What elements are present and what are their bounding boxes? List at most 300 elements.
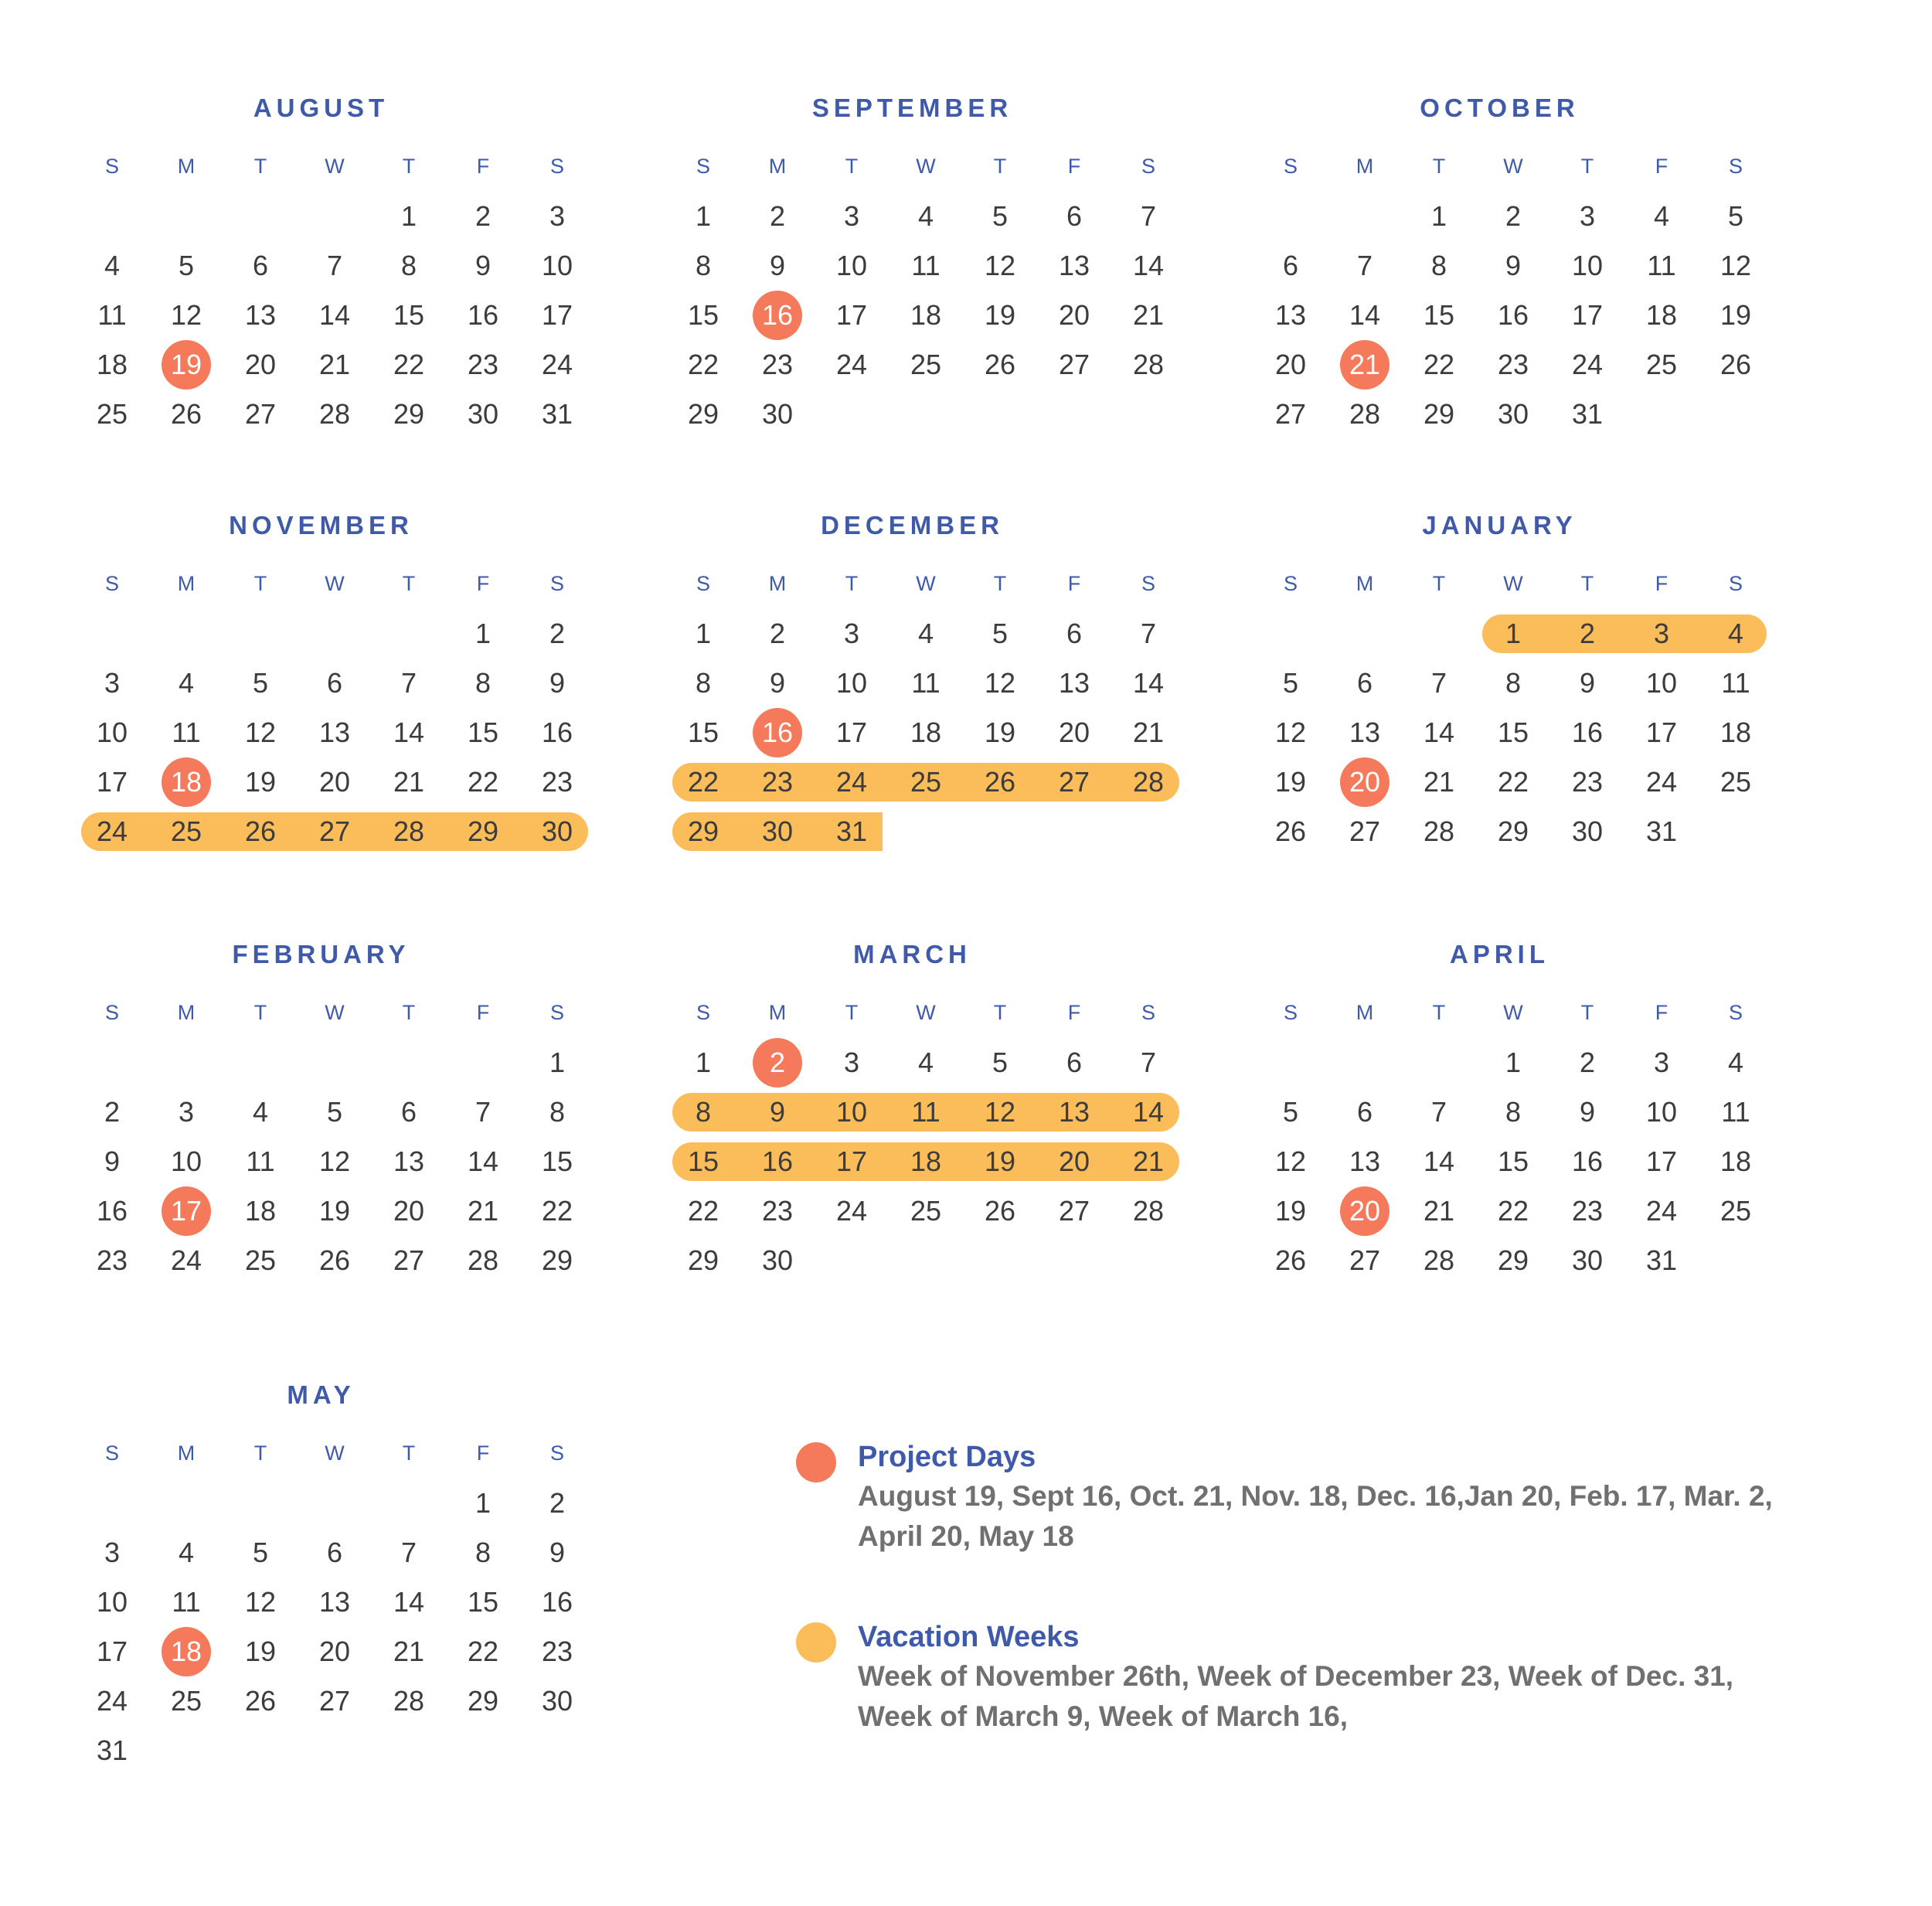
day-cell[interactable]: 8	[474, 1537, 492, 1568]
day-cell[interactable]: 17	[1571, 299, 1604, 331]
day-cell[interactable]: 25	[96, 398, 128, 430]
day-cell[interactable]: 7	[1430, 1096, 1447, 1128]
day-cell[interactable]: 16	[467, 299, 499, 331]
day-cell[interactable]: 30	[761, 398, 794, 430]
day-cell[interactable]: 21	[1132, 1145, 1165, 1177]
day-cell[interactable]: 15	[1497, 1145, 1529, 1177]
day-cell[interactable]: 9	[474, 250, 492, 281]
day-cell[interactable]: 11	[1647, 250, 1676, 281]
day-cell[interactable]: 7	[1140, 1047, 1157, 1078]
day-cell[interactable]: 5	[1727, 200, 1744, 232]
day-cell[interactable]: 27	[1058, 349, 1090, 380]
day-cell[interactable]: 20	[244, 349, 277, 380]
day-cell[interactable]: 6	[1356, 1096, 1373, 1128]
day-cell[interactable]: 3	[1653, 1047, 1670, 1078]
day-cell[interactable]: 19	[1274, 766, 1307, 798]
day-cell[interactable]: 18	[910, 716, 942, 748]
project-day-cell[interactable]: 18	[170, 1635, 202, 1667]
day-cell[interactable]: 13	[1349, 716, 1381, 748]
day-cell[interactable]: 12	[1274, 716, 1307, 748]
day-cell[interactable]: 11	[1721, 1096, 1750, 1128]
day-cell[interactable]: 16	[1571, 1145, 1604, 1177]
day-cell[interactable]: 19	[1274, 1195, 1307, 1227]
day-cell[interactable]: 9	[769, 1096, 786, 1128]
day-cell[interactable]: 28	[393, 1685, 425, 1717]
day-cell[interactable]: 1	[549, 1047, 566, 1078]
day-cell[interactable]: 5	[178, 250, 195, 281]
project-day-cell[interactable]: 20	[1349, 766, 1381, 798]
day-cell[interactable]: 12	[244, 716, 277, 748]
day-cell[interactable]: 27	[244, 398, 277, 430]
day-cell[interactable]: 3	[549, 200, 566, 232]
day-cell[interactable]: 25	[170, 1685, 202, 1717]
day-cell[interactable]: 7	[1140, 200, 1157, 232]
day-cell[interactable]: 23	[761, 349, 794, 380]
day-cell[interactable]: 12	[170, 299, 202, 331]
day-cell[interactable]: 11	[911, 667, 940, 699]
day-cell[interactable]: 17	[835, 716, 868, 748]
day-cell[interactable]: 22	[467, 766, 499, 798]
day-cell[interactable]: 26	[318, 1244, 351, 1276]
day-cell[interactable]: 25	[910, 766, 942, 798]
day-cell[interactable]: 5	[1282, 667, 1299, 699]
day-cell[interactable]: 24	[541, 349, 573, 380]
day-cell[interactable]: 5	[992, 618, 1009, 649]
day-cell[interactable]: 10	[541, 250, 573, 281]
day-cell[interactable]: 4	[104, 250, 121, 281]
day-cell[interactable]: 20	[318, 1635, 351, 1667]
day-cell[interactable]: 7	[1140, 618, 1157, 649]
day-cell[interactable]: 13	[393, 1145, 425, 1177]
day-cell[interactable]: 26	[984, 766, 1016, 798]
day-cell[interactable]: 9	[549, 1537, 566, 1568]
day-cell[interactable]: 15	[1423, 299, 1455, 331]
day-cell[interactable]: 4	[917, 200, 934, 232]
day-cell[interactable]: 15	[1497, 716, 1529, 748]
day-cell[interactable]: 9	[1505, 250, 1522, 281]
day-cell[interactable]: 16	[761, 1145, 794, 1177]
day-cell[interactable]: 15	[687, 716, 719, 748]
day-cell[interactable]: 30	[761, 815, 794, 847]
day-cell[interactable]: 8	[1505, 1096, 1522, 1128]
day-cell[interactable]: 10	[96, 1586, 128, 1618]
day-cell[interactable]: 17	[835, 299, 868, 331]
day-cell[interactable]: 2	[769, 200, 786, 232]
day-cell[interactable]: 30	[1497, 398, 1529, 430]
day-cell[interactable]: 8	[695, 1096, 712, 1128]
day-cell[interactable]: 27	[318, 815, 351, 847]
day-cell[interactable]: 26	[1719, 349, 1752, 380]
day-cell[interactable]: 1	[474, 1487, 492, 1519]
day-cell[interactable]: 19	[244, 766, 277, 798]
day-cell[interactable]: 22	[687, 349, 719, 380]
day-cell[interactable]: 1	[1505, 1047, 1522, 1078]
day-cell[interactable]: 22	[1497, 1195, 1529, 1227]
day-cell[interactable]: 27	[1274, 398, 1307, 430]
day-cell[interactable]: 8	[400, 250, 417, 281]
day-cell[interactable]: 9	[1579, 1096, 1596, 1128]
day-cell[interactable]: 12	[984, 667, 1016, 699]
day-cell[interactable]: 28	[1132, 1195, 1165, 1227]
day-cell[interactable]: 1	[1505, 618, 1522, 649]
day-cell[interactable]: 13	[318, 716, 351, 748]
day-cell[interactable]: 10	[1571, 250, 1604, 281]
day-cell[interactable]: 21	[1132, 299, 1165, 331]
day-cell[interactable]: 16	[541, 716, 573, 748]
day-cell[interactable]: 30	[541, 1685, 573, 1717]
day-cell[interactable]: 29	[467, 815, 499, 847]
day-cell[interactable]: 12	[244, 1586, 277, 1618]
day-cell[interactable]: 11	[911, 250, 940, 281]
day-cell[interactable]: 30	[761, 1244, 794, 1276]
day-cell[interactable]: 23	[761, 1195, 794, 1227]
day-cell[interactable]: 14	[318, 299, 351, 331]
day-cell[interactable]: 24	[1571, 349, 1604, 380]
day-cell[interactable]: 1	[695, 618, 712, 649]
day-cell[interactable]: 19	[984, 1145, 1016, 1177]
day-cell[interactable]: 29	[1497, 1244, 1529, 1276]
day-cell[interactable]: 10	[835, 250, 868, 281]
day-cell[interactable]: 12	[984, 1096, 1016, 1128]
day-cell[interactable]: 20	[1058, 1145, 1090, 1177]
day-cell[interactable]: 22	[687, 766, 719, 798]
day-cell[interactable]: 3	[104, 1537, 121, 1568]
day-cell[interactable]: 9	[549, 667, 566, 699]
day-cell[interactable]: 27	[393, 1244, 425, 1276]
day-cell[interactable]: 1	[400, 200, 417, 232]
day-cell[interactable]: 7	[400, 1537, 417, 1568]
day-cell[interactable]: 31	[835, 815, 868, 847]
day-cell[interactable]: 24	[96, 1685, 128, 1717]
day-cell[interactable]: 18	[910, 299, 942, 331]
day-cell[interactable]: 27	[1349, 1244, 1381, 1276]
day-cell[interactable]: 3	[843, 200, 860, 232]
day-cell[interactable]: 14	[467, 1145, 499, 1177]
day-cell[interactable]: 7	[1356, 250, 1373, 281]
day-cell[interactable]: 10	[835, 667, 868, 699]
day-cell[interactable]: 9	[1579, 667, 1596, 699]
project-day-cell[interactable]: 17	[170, 1195, 202, 1227]
day-cell[interactable]: 15	[467, 1586, 499, 1618]
day-cell[interactable]: 4	[917, 1047, 934, 1078]
day-cell[interactable]: 17	[96, 766, 128, 798]
day-cell[interactable]: 1	[695, 1047, 712, 1078]
day-cell[interactable]: 2	[1579, 618, 1596, 649]
day-cell[interactable]: 6	[1066, 618, 1083, 649]
day-cell[interactable]: 19	[984, 716, 1016, 748]
day-cell[interactable]: 4	[1653, 200, 1670, 232]
day-cell[interactable]: 5	[992, 1047, 1009, 1078]
day-cell[interactable]: 4	[178, 1537, 195, 1568]
day-cell[interactable]: 31	[1645, 1244, 1678, 1276]
day-cell[interactable]: 22	[467, 1635, 499, 1667]
day-cell[interactable]: 6	[326, 1537, 343, 1568]
day-cell[interactable]: 10	[1645, 1096, 1678, 1128]
day-cell[interactable]: 27	[1058, 1195, 1090, 1227]
day-cell[interactable]: 23	[467, 349, 499, 380]
project-day-cell[interactable]: 16	[761, 716, 794, 748]
day-cell[interactable]: 22	[393, 349, 425, 380]
day-cell[interactable]: 25	[1719, 766, 1752, 798]
day-cell[interactable]: 16	[541, 1586, 573, 1618]
day-cell[interactable]: 13	[244, 299, 277, 331]
day-cell[interactable]: 3	[178, 1096, 195, 1128]
day-cell[interactable]: 29	[393, 398, 425, 430]
day-cell[interactable]: 6	[400, 1096, 417, 1128]
day-cell[interactable]: 17	[835, 1145, 868, 1177]
day-cell[interactable]: 11	[246, 1145, 275, 1177]
day-cell[interactable]: 15	[687, 1145, 719, 1177]
day-cell[interactable]: 11	[97, 299, 127, 331]
day-cell[interactable]: 6	[326, 667, 343, 699]
day-cell[interactable]: 25	[910, 1195, 942, 1227]
day-cell[interactable]: 30	[467, 398, 499, 430]
day-cell[interactable]: 8	[1505, 667, 1522, 699]
day-cell[interactable]: 4	[1727, 618, 1744, 649]
day-cell[interactable]: 28	[1132, 349, 1165, 380]
day-cell[interactable]: 25	[1645, 349, 1678, 380]
day-cell[interactable]: 11	[172, 1586, 201, 1618]
day-cell[interactable]: 7	[400, 667, 417, 699]
day-cell[interactable]: 5	[252, 1537, 269, 1568]
day-cell[interactable]: 19	[1719, 299, 1752, 331]
day-cell[interactable]: 17	[96, 1635, 128, 1667]
day-cell[interactable]: 16	[96, 1195, 128, 1227]
day-cell[interactable]: 7	[474, 1096, 492, 1128]
day-cell[interactable]: 6	[1066, 200, 1083, 232]
day-cell[interactable]: 5	[1282, 1096, 1299, 1128]
day-cell[interactable]: 26	[984, 349, 1016, 380]
day-cell[interactable]: 5	[992, 200, 1009, 232]
day-cell[interactable]: 19	[244, 1635, 277, 1667]
day-cell[interactable]: 16	[1497, 299, 1529, 331]
day-cell[interactable]: 20	[318, 766, 351, 798]
day-cell[interactable]: 7	[326, 250, 343, 281]
day-cell[interactable]: 14	[1132, 250, 1165, 281]
day-cell[interactable]: 4	[178, 667, 195, 699]
day-cell[interactable]: 26	[244, 815, 277, 847]
day-cell[interactable]: 28	[393, 815, 425, 847]
day-cell[interactable]: 25	[170, 815, 202, 847]
day-cell[interactable]: 27	[1349, 815, 1381, 847]
project-day-cell[interactable]: 19	[170, 349, 202, 380]
day-cell[interactable]: 13	[1058, 1096, 1090, 1128]
day-cell[interactable]: 31	[96, 1734, 128, 1766]
day-cell[interactable]: 18	[910, 1145, 942, 1177]
day-cell[interactable]: 4	[917, 618, 934, 649]
day-cell[interactable]: 29	[1497, 815, 1529, 847]
day-cell[interactable]: 2	[1579, 1047, 1596, 1078]
day-cell[interactable]: 3	[104, 667, 121, 699]
day-cell[interactable]: 2	[549, 618, 566, 649]
day-cell[interactable]: 20	[1058, 716, 1090, 748]
day-cell[interactable]: 24	[835, 1195, 868, 1227]
day-cell[interactable]: 19	[318, 1195, 351, 1227]
day-cell[interactable]: 29	[687, 1244, 719, 1276]
day-cell[interactable]: 20	[1058, 299, 1090, 331]
day-cell[interactable]: 5	[252, 667, 269, 699]
day-cell[interactable]: 28	[1132, 766, 1165, 798]
day-cell[interactable]: 18	[1719, 1145, 1752, 1177]
day-cell[interactable]: 29	[687, 815, 719, 847]
day-cell[interactable]: 21	[467, 1195, 499, 1227]
day-cell[interactable]: 9	[769, 667, 786, 699]
project-day-cell[interactable]: 18	[170, 766, 202, 798]
day-cell[interactable]: 2	[104, 1096, 121, 1128]
day-cell[interactable]: 23	[761, 766, 794, 798]
day-cell[interactable]: 23	[541, 766, 573, 798]
day-cell[interactable]: 2	[474, 200, 492, 232]
project-day-cell[interactable]: 16	[761, 299, 794, 331]
day-cell[interactable]: 19	[984, 299, 1016, 331]
day-cell[interactable]: 10	[835, 1096, 868, 1128]
day-cell[interactable]: 27	[1058, 766, 1090, 798]
day-cell[interactable]: 29	[467, 1685, 499, 1717]
day-cell[interactable]: 18	[1645, 299, 1678, 331]
day-cell[interactable]: 22	[687, 1195, 719, 1227]
day-cell[interactable]: 11	[911, 1096, 940, 1128]
day-cell[interactable]: 3	[843, 1047, 860, 1078]
day-cell[interactable]: 14	[1423, 716, 1455, 748]
day-cell[interactable]: 18	[96, 349, 128, 380]
day-cell[interactable]: 29	[1423, 398, 1455, 430]
day-cell[interactable]: 1	[695, 200, 712, 232]
day-cell[interactable]: 16	[1571, 716, 1604, 748]
day-cell[interactable]: 13	[1274, 299, 1307, 331]
day-cell[interactable]: 9	[769, 250, 786, 281]
day-cell[interactable]: 30	[541, 815, 573, 847]
day-cell[interactable]: 27	[318, 1685, 351, 1717]
day-cell[interactable]: 21	[393, 766, 425, 798]
day-cell[interactable]: 13	[1058, 667, 1090, 699]
project-day-cell[interactable]: 21	[1349, 349, 1381, 380]
project-day-cell[interactable]: 20	[1349, 1195, 1381, 1227]
day-cell[interactable]: 24	[1645, 766, 1678, 798]
day-cell[interactable]: 17	[541, 299, 573, 331]
day-cell[interactable]: 21	[1132, 716, 1165, 748]
day-cell[interactable]: 22	[541, 1195, 573, 1227]
day-cell[interactable]: 14	[1132, 1096, 1165, 1128]
day-cell[interactable]: 29	[541, 1244, 573, 1276]
day-cell[interactable]: 31	[1645, 815, 1678, 847]
day-cell[interactable]: 28	[1423, 815, 1455, 847]
day-cell[interactable]: 14	[1349, 299, 1381, 331]
day-cell[interactable]: 2	[549, 1487, 566, 1519]
day-cell[interactable]: 8	[549, 1096, 566, 1128]
day-cell[interactable]: 3	[1653, 618, 1670, 649]
day-cell[interactable]: 5	[326, 1096, 343, 1128]
day-cell[interactable]: 17	[1645, 716, 1678, 748]
day-cell[interactable]: 25	[244, 1244, 277, 1276]
day-cell[interactable]: 24	[1645, 1195, 1678, 1227]
day-cell[interactable]: 1	[1430, 200, 1447, 232]
day-cell[interactable]: 28	[1423, 1244, 1455, 1276]
day-cell[interactable]: 26	[1274, 1244, 1307, 1276]
day-cell[interactable]: 6	[1282, 250, 1299, 281]
day-cell[interactable]: 26	[984, 1195, 1016, 1227]
day-cell[interactable]: 3	[1579, 200, 1596, 232]
day-cell[interactable]: 25	[910, 349, 942, 380]
day-cell[interactable]: 26	[244, 1685, 277, 1717]
day-cell[interactable]: 23	[541, 1635, 573, 1667]
day-cell[interactable]: 18	[244, 1195, 277, 1227]
day-cell[interactable]: 22	[1497, 766, 1529, 798]
day-cell[interactable]: 23	[1571, 766, 1604, 798]
day-cell[interactable]: 15	[541, 1145, 573, 1177]
day-cell[interactable]: 18	[1719, 716, 1752, 748]
day-cell[interactable]: 28	[318, 398, 351, 430]
day-cell[interactable]: 6	[1066, 1047, 1083, 1078]
day-cell[interactable]: 26	[170, 398, 202, 430]
day-cell[interactable]: 2	[1505, 200, 1522, 232]
project-day-cell[interactable]: 2	[769, 1047, 786, 1078]
day-cell[interactable]: 4	[252, 1096, 269, 1128]
day-cell[interactable]: 9	[104, 1145, 121, 1177]
day-cell[interactable]: 3	[843, 618, 860, 649]
day-cell[interactable]: 11	[172, 716, 201, 748]
day-cell[interactable]: 15	[393, 299, 425, 331]
day-cell[interactable]: 6	[1356, 667, 1373, 699]
day-cell[interactable]: 12	[318, 1145, 351, 1177]
day-cell[interactable]: 31	[1571, 398, 1604, 430]
day-cell[interactable]: 7	[1430, 667, 1447, 699]
day-cell[interactable]: 23	[1571, 1195, 1604, 1227]
day-cell[interactable]: 28	[467, 1244, 499, 1276]
day-cell[interactable]: 12	[1274, 1145, 1307, 1177]
day-cell[interactable]: 10	[170, 1145, 202, 1177]
day-cell[interactable]: 14	[393, 1586, 425, 1618]
day-cell[interactable]: 24	[835, 349, 868, 380]
day-cell[interactable]: 14	[1423, 1145, 1455, 1177]
day-cell[interactable]: 2	[769, 618, 786, 649]
day-cell[interactable]: 17	[1645, 1145, 1678, 1177]
day-cell[interactable]: 30	[1571, 1244, 1604, 1276]
day-cell[interactable]: 8	[474, 667, 492, 699]
day-cell[interactable]: 14	[1132, 667, 1165, 699]
day-cell[interactable]: 20	[1274, 349, 1307, 380]
day-cell[interactable]: 6	[252, 250, 269, 281]
day-cell[interactable]: 15	[467, 716, 499, 748]
day-cell[interactable]: 23	[1497, 349, 1529, 380]
day-cell[interactable]: 29	[687, 398, 719, 430]
day-cell[interactable]: 13	[1058, 250, 1090, 281]
day-cell[interactable]: 31	[541, 398, 573, 430]
day-cell[interactable]: 21	[1423, 1195, 1455, 1227]
day-cell[interactable]: 4	[1727, 1047, 1744, 1078]
day-cell[interactable]: 12	[1719, 250, 1752, 281]
day-cell[interactable]: 22	[1423, 349, 1455, 380]
day-cell[interactable]: 10	[96, 716, 128, 748]
day-cell[interactable]: 26	[1274, 815, 1307, 847]
day-cell[interactable]: 1	[474, 618, 492, 649]
day-cell[interactable]: 24	[835, 766, 868, 798]
day-cell[interactable]: 24	[96, 815, 128, 847]
day-cell[interactable]: 30	[1571, 815, 1604, 847]
day-cell[interactable]: 15	[687, 299, 719, 331]
day-cell[interactable]: 8	[695, 250, 712, 281]
day-cell[interactable]: 20	[393, 1195, 425, 1227]
day-cell[interactable]: 28	[1349, 398, 1381, 430]
day-cell[interactable]: 13	[318, 1586, 351, 1618]
day-cell[interactable]: 21	[393, 1635, 425, 1667]
day-cell[interactable]: 25	[1719, 1195, 1752, 1227]
day-cell[interactable]: 24	[170, 1244, 202, 1276]
day-cell[interactable]: 21	[1423, 766, 1455, 798]
day-cell[interactable]: 10	[1645, 667, 1678, 699]
day-cell[interactable]: 8	[695, 667, 712, 699]
day-cell[interactable]: 21	[318, 349, 351, 380]
day-cell[interactable]: 14	[393, 716, 425, 748]
